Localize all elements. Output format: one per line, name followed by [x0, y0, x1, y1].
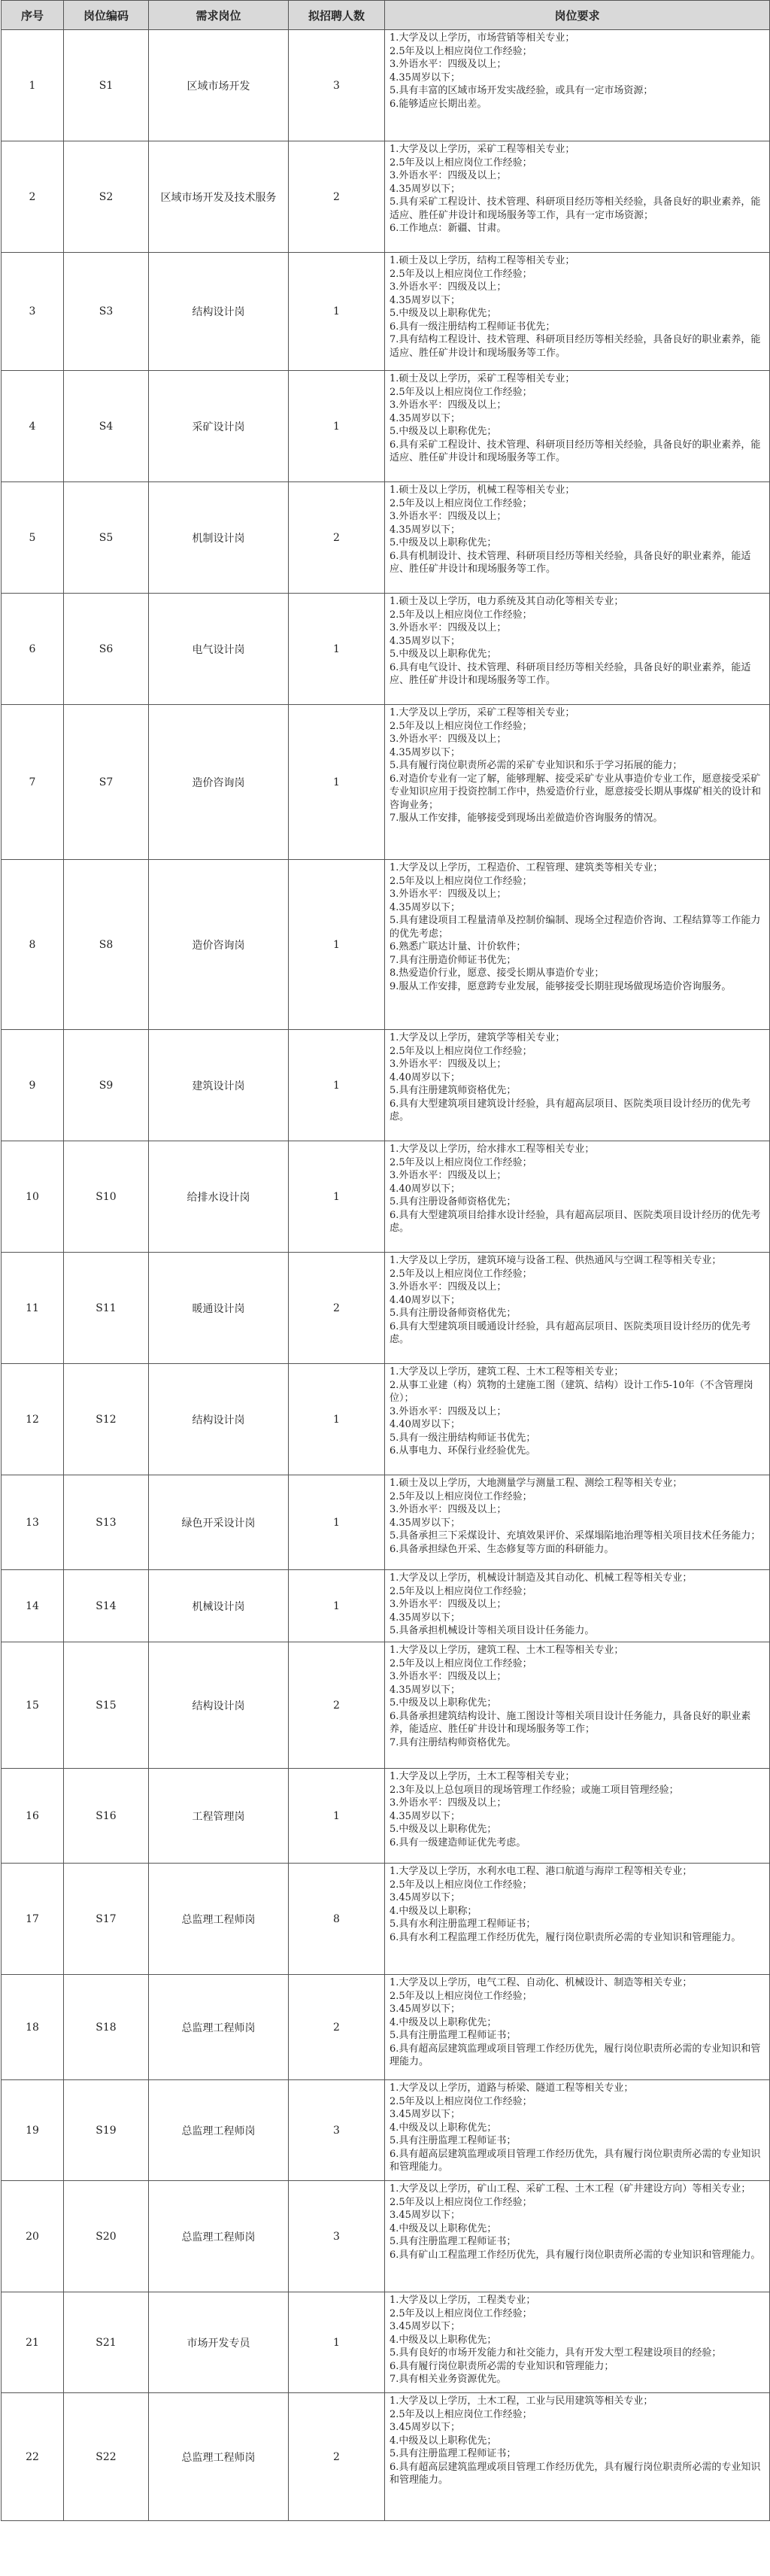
row-code: S18 [64, 1975, 149, 2080]
requirement-line: 3.45周岁以下； [390, 2321, 460, 2332]
row-post: 市场开发专员 [149, 2292, 289, 2393]
requirement-line: 2.5年及以上相应岗位工作经验； [390, 1156, 532, 1168]
row-num: 1 [289, 1364, 385, 1475]
requirement-line: 2.5年及以上相应岗位工作经验； [390, 1268, 532, 1280]
row-requirements [385, 1030, 770, 1141]
row-post: 结构设计岗 [149, 1364, 289, 1475]
requirement-line: 4.35周岁以下； [390, 294, 460, 306]
row-requirements [385, 482, 770, 594]
row-num: 2 [289, 1642, 385, 1769]
table-row [2, 1475, 770, 1570]
row-post: 造价咨询岗 [149, 705, 289, 860]
requirement-line: 6.对造价专业有一定了解，能够理解、接受采矿专业从事造价专业工作，愿意接受采矿专业知识应用于投资控制工作中，热爱造价行业，愿意接受长期从事煤矿相关的设计和咨询业务； [390, 773, 762, 811]
requirement-line: 5.具有履行岗位职责所必需的采矿专业知识和乐于学习拓展的能力； [390, 760, 683, 771]
table-body [2, 30, 770, 2521]
requirement-line: 1.大学及以上学历，工程类专业； [390, 2295, 536, 2306]
requirement-line: 5.中级及以上职称优先； [390, 649, 497, 660]
requirement-line: 5.具有良好的市场开发能力和社交能力，具有开发大型工程建设项目的经验； [390, 2347, 722, 2359]
requirement-line: 4.40周岁以下； [390, 1071, 460, 1083]
requirement-line: 4.35周岁以下； [390, 746, 460, 758]
row-seq: 8 [2, 860, 64, 1030]
requirement-line: 2.5年及以上相应岗位工作经验； [390, 2095, 532, 2107]
table-row [2, 1570, 770, 1642]
requirement-line: 2.5年及以上相应岗位工作经验； [390, 609, 532, 621]
requirement-line: 1.大学及以上学历，建筑环境与设备工程、供热通风与空调工程等相关专业； [390, 1255, 722, 1266]
requirement-line: 6.具有机制设计、技术管理、科研项目经历等相关经验，具备良好的职业素养，能适应、胜任矿井设计和现场服务等工作。 [390, 550, 751, 575]
row-requirements [385, 1975, 770, 2080]
requirement-line: 6.具有一级注册结构工程师证书优先； [390, 320, 556, 333]
requirement-line: 1.大学及以上学历，水利水电工程、港口航道与海岸工程等相关专业； [390, 1866, 693, 1877]
header-dept: 需求岗位 [149, 1, 289, 30]
requirement-line: 5.具有水利注册监理工程师证书； [390, 1918, 536, 1930]
row-num: 2 [289, 141, 385, 253]
requirement-line: 5.具有注册监理工程师证书； [390, 2448, 517, 2459]
row-requirements [385, 371, 770, 482]
table-row [2, 1642, 770, 1769]
row-code: S9 [64, 1030, 149, 1141]
row-code: S10 [64, 1141, 149, 1253]
row-seq: 18 [2, 1975, 64, 2080]
row-seq: 15 [2, 1642, 64, 1769]
requirement-line: 1.大学及以上学历，建筑工程、土木工程等相关专业； [390, 1645, 624, 1656]
row-num: 3 [289, 2181, 385, 2292]
requirement-line: 6.具有超高层建筑监理或项目管理工作经历优先，具有履行岗位职责所必需的专业知识和管理能力。 [390, 2148, 761, 2173]
requirement-line: 3.45周岁以下； [390, 1892, 460, 1903]
requirement-line: 1.大学及以上学历，电气工程、自动化、机械设计、制造等相关专业； [390, 1977, 693, 1988]
requirement-line: 6.能够适应长期出差。 [390, 98, 487, 110]
table-row [2, 1141, 770, 1253]
requirement-line: 6.具有一级建造师证优先考虑。 [390, 1836, 526, 1848]
requirement-line: 2.5年及以上相应岗位工作经验； [390, 45, 532, 57]
requirement-line: 4.中级及以上职称优先； [390, 2016, 497, 2028]
requirement-line: 6.具有超高层建筑监理或项目管理工作经历优先，履行岗位职责所必需的专业知识和管理能力。 [390, 2043, 761, 2067]
row-num: 1 [289, 1769, 385, 1864]
row-code: S16 [64, 1769, 149, 1864]
requirement-line: 1.大学及以上学历，建筑工程、土木工程等相关专业； [390, 1366, 624, 1378]
row-requirements [385, 705, 770, 860]
requirement-line: 2.5年及以上相应岗位工作经验； [390, 156, 532, 169]
row-seq: 10 [2, 1141, 64, 1253]
header-num: 拟招聘人数 [289, 1, 385, 30]
requirement-line: 1.大学及以上学历，采矿工程等相关专业； [390, 707, 575, 718]
row-seq: 4 [2, 371, 64, 482]
requirement-line: 3.外语水平：四级及以上； [390, 1281, 507, 1293]
requirement-line: 5.中级及以上职称优先； [390, 537, 497, 548]
requirement-line: 3.外语水平：四级及以上； [390, 59, 507, 70]
row-code: S3 [64, 253, 149, 371]
row-post: 总监理工程师岗 [149, 1975, 289, 2080]
requirement-line: 4.中级及以上职称； [390, 1905, 477, 1917]
requirement-line: 4.35周岁以下； [390, 412, 460, 424]
row-num: 2 [289, 1975, 385, 2080]
row-post: 区域市场开发及技术服务 [149, 141, 289, 253]
row-post: 给排水设计岗 [149, 1141, 289, 1253]
row-requirements [385, 2393, 770, 2521]
row-code: S22 [64, 2393, 149, 2521]
recruitment-table [1, 0, 770, 2521]
requirement-line: 5.具有采矿工程设计、技术管理、科研项目经历等相关经验，具备良好的职业素养，能适应、胜任矿井设计和现场服务等工作，具有一定市场资源； [390, 196, 761, 221]
row-num: 2 [289, 482, 385, 594]
row-post: 暖通设计岗 [149, 1253, 289, 1364]
row-seq: 22 [2, 2393, 64, 2521]
row-post: 机制设计岗 [149, 482, 289, 594]
row-num: 1 [289, 594, 385, 705]
row-post: 结构设计岗 [149, 253, 289, 371]
requirement-line: 4.35周岁以下； [390, 635, 460, 647]
row-requirements [385, 1141, 770, 1253]
row-post: 工程管理岗 [149, 1769, 289, 1864]
row-requirements [385, 594, 770, 705]
row-num: 1 [289, 1030, 385, 1141]
row-code: S1 [64, 30, 149, 141]
row-requirements [385, 1642, 770, 1769]
row-code: S14 [64, 1570, 149, 1642]
requirement-line: 4.中级及以上职称优先； [390, 2435, 497, 2447]
table-row [2, 253, 770, 371]
row-num: 3 [289, 2080, 385, 2181]
requirement-line: 5.具备承担三下采煤设计、充填效果评价、采煤塌陷地治理等相关项目技术任务能力； [390, 1530, 761, 1542]
requirement-line: 5.具备承担机械设计等相关项目设计任务能力。 [390, 1625, 595, 1636]
requirement-line: 2.5年及以上相应岗位工作经验； [390, 386, 532, 398]
row-code: S11 [64, 1253, 149, 1364]
requirement-line: 4.35周岁以下； [390, 1612, 460, 1624]
requirement-line: 5.具有一级注册结构师证书优先； [390, 1432, 536, 1444]
requirement-line: 1.大学及以上学历，矿山工程、采矿工程、土木工程（矿井建设方向）等相关专业； [390, 2183, 751, 2195]
requirement-line: 5.中级及以上职称优先； [390, 426, 497, 437]
table-row [2, 1769, 770, 1864]
requirement-line: 5.中级及以上职称优先； [390, 1697, 497, 1709]
requirement-line: 4.35周岁以下； [390, 1517, 460, 1529]
row-seq: 6 [2, 594, 64, 705]
requirement-line: 1.大学及以上学历，市场营销等相关专业； [390, 32, 575, 44]
requirement-line: 7.具有相关业务资源优先。 [390, 2374, 507, 2385]
requirement-line: 4.35周岁以下； [390, 1684, 460, 1696]
row-requirements [385, 1475, 770, 1570]
row-post: 造价咨询岗 [149, 860, 289, 1030]
row-code: S17 [64, 1864, 149, 1975]
requirement-line: 5.具有注册设备师资格优先； [390, 1308, 517, 1319]
row-post: 机械设计岗 [149, 1570, 289, 1642]
requirement-line: 6.具有采矿工程设计、技术管理、科研项目经历等相关经验，具备良好的职业素养，能适应、胜任矿井设计和现场服务等工作。 [390, 439, 761, 463]
requirement-line: 1.大学及以上学历，给水排水工程等相关专业； [390, 1144, 595, 1155]
row-num: 8 [289, 1864, 385, 1975]
requirement-line: 5.具有注册监理工程师证书； [390, 2135, 517, 2146]
requirement-line: 3.外语水平：四级及以上； [390, 1170, 507, 1181]
row-post: 区域市场开发 [149, 30, 289, 141]
requirement-line: 6.从事电力、环保行业经验优先。 [390, 1445, 536, 1457]
requirement-line: 5.中级及以上职称优先； [390, 1824, 497, 1835]
table-row [2, 2181, 770, 2292]
row-seq: 1 [2, 30, 64, 141]
row-requirements [385, 860, 770, 1030]
requirement-line: 4.35周岁以下； [390, 1810, 460, 1822]
requirement-line: 6.熟悉广联达计量、计价软件； [390, 941, 526, 952]
requirement-line: 3.外语水平：四级及以上； [390, 1504, 507, 1515]
row-code: S4 [64, 371, 149, 482]
requirement-line: 4.35周岁以下； [390, 71, 460, 84]
table-row [2, 2393, 770, 2521]
row-seq: 3 [2, 253, 64, 371]
row-post: 建筑设计岗 [149, 1030, 289, 1141]
row-code: S13 [64, 1475, 149, 1570]
row-code: S6 [64, 594, 149, 705]
requirement-line: 3.外语水平：四级及以上； [390, 170, 507, 181]
row-seq: 16 [2, 1769, 64, 1864]
requirement-line: 2.5年及以上相应岗位工作经验； [390, 720, 532, 732]
requirement-line: 6.具有超高层建筑监理或项目管理工作经历优先，具有履行岗位职责所必需的专业知识和管理能力。 [390, 2461, 761, 2486]
requirement-line: 5.具有丰富的区域市场开发实战经验，或具有一定市场资源； [390, 85, 653, 96]
requirement-line: 4.中级及以上职称优先； [390, 2334, 497, 2346]
requirement-line: 6.具有电气设计、技术管理、科研项目经历等相关经验，具备良好的职业素养，能适应、胜任矿井设计和现场服务等工作。 [390, 661, 751, 686]
row-requirements [385, 1570, 770, 1642]
row-requirements [385, 1864, 770, 1975]
row-seq: 2 [2, 141, 64, 253]
requirement-line: 4.40周岁以下； [390, 1419, 460, 1430]
requirement-line: 3.外语水平：四级及以上； [390, 889, 507, 900]
requirement-line: 1.硕士及以上学历，机械工程等相关专业； [390, 485, 575, 496]
requirement-line: 1.大学及以上学历，道路与桥梁、隧道工程等相关专业； [390, 2082, 634, 2094]
row-seq: 20 [2, 2181, 64, 2292]
row-post: 绿色开采设计岗 [149, 1475, 289, 1570]
table-row [2, 1975, 770, 2080]
requirement-line: 2.5年及以上相应岗位工作经验； [390, 1490, 532, 1502]
row-code: S12 [64, 1364, 149, 1475]
row-num: 2 [289, 1253, 385, 1364]
requirement-line: 2.5年及以上相应岗位工作经验； [390, 2307, 532, 2319]
row-post: 总监理工程师岗 [149, 2393, 289, 2521]
requirement-line: 6.具有矿山工程监理工作经历优先，具有履行岗位职责所必需的专业知识和管理能力。 [390, 2249, 761, 2261]
requirement-line: 3.外语水平：四级及以上； [390, 1405, 507, 1417]
requirement-line: 3.外语水平：四级及以上； [390, 511, 507, 522]
row-code: S7 [64, 705, 149, 860]
requirement-line: 1.大学及以上学历，机械设计制造及其自动化、机械工程等相关专业； [390, 1572, 693, 1584]
requirement-line: 4.35周岁以下； [390, 524, 460, 536]
row-num: 3 [289, 30, 385, 141]
requirement-line: 2.5年及以上相应岗位工作经验； [390, 2196, 532, 2208]
table-row [2, 2080, 770, 2181]
requirement-line: 7.具有注册结构师资格优先。 [390, 1736, 517, 1748]
table-row [2, 1364, 770, 1475]
row-num: 2 [289, 2393, 385, 2521]
requirement-line: 1.大学及以上学历，采矿工程等相关专业； [390, 144, 575, 155]
row-code: S21 [64, 2292, 149, 2393]
table-row [2, 141, 770, 253]
requirement-line: 1.硕士及以上学历，采矿工程等相关专业； [390, 373, 575, 384]
row-num: 1 [289, 1570, 385, 1642]
row-seq: 11 [2, 1253, 64, 1364]
requirement-line: 1.硕士及以上学历，结构工程等相关专业； [390, 255, 575, 266]
requirement-line: 2.5年及以上相应岗位工作经验； [390, 875, 532, 887]
requirement-line: 4.35周岁以下； [390, 901, 460, 913]
table-row [2, 2292, 770, 2393]
requirement-line: 4.40周岁以下； [390, 1183, 460, 1195]
row-requirements [385, 1364, 770, 1475]
requirement-line: 4.35周岁以下； [390, 183, 460, 195]
requirement-line: 2.5年及以上相应岗位工作经验； [390, 1585, 532, 1597]
row-post: 结构设计岗 [149, 1642, 289, 1769]
requirement-line: 2.5年及以上相应岗位工作经验； [390, 497, 532, 509]
header-seq: 序号 [2, 1, 64, 30]
row-post: 电气设计岗 [149, 594, 289, 705]
row-post: 总监理工程师岗 [149, 2181, 289, 2292]
requirement-line: 6.具有履行岗位职责所必需的专业知识和管理能力； [390, 2360, 614, 2372]
requirement-line: 5.中级及以上职称优先； [390, 308, 497, 319]
requirement-line: 3.45周岁以下； [390, 2210, 460, 2221]
requirement-line: 2.5年及以上相应岗位工作经验； [390, 1045, 532, 1057]
requirement-line: 2.5年及以上相应岗位工作经验； [390, 268, 532, 280]
row-seq: 9 [2, 1030, 64, 1141]
requirement-line: 4.中级及以上职称优先； [390, 2122, 497, 2134]
requirement-line: 3.外语水平：四级及以上； [390, 1797, 507, 1809]
row-seq: 14 [2, 1570, 64, 1642]
table-row [2, 594, 770, 705]
requirement-line: 5.具有注册监理工程师证书； [390, 2030, 517, 2041]
table-row [2, 371, 770, 482]
requirement-line: 6.具备承担绿色开采、生态修复等方面的科研能力。 [390, 1543, 614, 1555]
row-post: 总监理工程师岗 [149, 2080, 289, 2181]
table-row [2, 1864, 770, 1975]
row-seq: 13 [2, 1475, 64, 1570]
row-seq: 5 [2, 482, 64, 594]
requirement-line: 6.工作地点：新疆、甘肃。 [390, 223, 507, 234]
row-requirements [385, 30, 770, 141]
requirement-line: 6.具有水利工程监理工作经历优先，履行岗位职责所必需的专业知识和管理能力。 [390, 1931, 741, 1943]
row-requirements [385, 1253, 770, 1364]
header-code: 岗位编码 [64, 1, 149, 30]
requirement-line: 6.具有大型建筑项目暖通设计经验，具有超高层项目、医院类项目设计经历的优先考虑。 [390, 1320, 751, 1345]
requirement-line: 2.5年及以上相应岗位工作经验； [390, 2408, 532, 2420]
header-req: 岗位要求 [385, 1, 770, 30]
requirement-line: 6.具有大型建筑项目建筑设计经验，具有超高层项目、医院类项目设计经历的优先考虑。 [390, 1098, 751, 1122]
row-seq: 12 [2, 1364, 64, 1475]
row-num: 1 [289, 253, 385, 371]
requirement-line: 2.3年及以上总包项目的现场管理工作经验；或施工项目管理经验； [390, 1784, 679, 1796]
requirement-line: 1.大学及以上学历，土木工程，工业与民用建筑等相关专业； [390, 2395, 653, 2407]
row-requirements [385, 141, 770, 253]
row-requirements [385, 2292, 770, 2393]
table-row [2, 705, 770, 860]
requirement-line: 5.具有注册建筑师资格优先； [390, 1085, 517, 1096]
requirement-line: 3.外语水平：四级及以上； [390, 1599, 507, 1610]
row-requirements [385, 2181, 770, 2292]
table-row [2, 1030, 770, 1141]
requirement-line: 5.具有建设项目工程量清单及控制价编制、现场全过程造价咨询、工程结算等工作能力的优先考虑； [390, 915, 761, 940]
requirement-line: 3.外语水平：四级及以上； [390, 281, 507, 293]
row-num: 1 [289, 371, 385, 482]
row-code: S20 [64, 2181, 149, 2292]
row-seq: 7 [2, 705, 64, 860]
row-num: 1 [289, 2292, 385, 2393]
requirement-line: 2.5年及以上相应岗位工作经验； [390, 1657, 532, 1669]
table-row [2, 482, 770, 594]
row-post: 总监理工程师岗 [149, 1864, 289, 1975]
requirement-line: 4.中级及以上职称优先； [390, 2222, 497, 2234]
requirement-line: 3.外语水平：四级及以上； [390, 399, 507, 411]
requirement-line: 2.5年及以上相应岗位工作经验； [390, 1879, 532, 1891]
row-num: 1 [289, 705, 385, 860]
row-code: S5 [64, 482, 149, 594]
row-post: 采矿设计岗 [149, 371, 289, 482]
row-num: 1 [289, 860, 385, 1030]
row-code: S8 [64, 860, 149, 1030]
requirement-line: 7.具有结构工程设计、技术管理、科研项目经历等相关经验，具备良好的职业素养，能适应、胜任矿井设计和现场服务等工作。 [390, 334, 761, 359]
requirement-line: 3.外语水平：四级及以上； [390, 1671, 507, 1682]
requirement-line: 5.具有注册设备师资格优先； [390, 1196, 517, 1208]
row-requirements [385, 1769, 770, 1864]
requirement-line: 6.具备承担建筑结构设计、施工图设计等相关项目设计任务能力，具备良好的职业素养，能适应、胜任矿井设计和现场服务等工作； [390, 1710, 751, 1735]
row-code: S2 [64, 141, 149, 253]
requirement-line: 3.45周岁以下； [390, 2422, 460, 2433]
row-seq: 19 [2, 2080, 64, 2181]
row-seq: 17 [2, 1864, 64, 1975]
row-num: 1 [289, 1475, 385, 1570]
header-row [2, 1, 770, 30]
requirement-line: 2.5年及以上相应岗位工作经验； [390, 1990, 532, 2002]
requirement-line: 2.从事工业建（构）筑物的土建施工图（建筑、结构）设计工作5-10年（不含管理岗位）； [390, 1379, 753, 1404]
table-row [2, 860, 770, 1030]
row-code: S15 [64, 1642, 149, 1769]
requirement-line: 3.外语水平：四级及以上； [390, 734, 507, 745]
row-num: 1 [289, 1141, 385, 1253]
requirement-line: 3.45周岁以下； [390, 2003, 460, 2015]
row-requirements [385, 2080, 770, 2181]
requirement-line: 7.具有注册造价师证书优先； [390, 954, 517, 966]
row-seq: 21 [2, 2292, 64, 2393]
requirement-line: 3.外语水平：四级及以上； [390, 622, 507, 633]
requirement-line: 5.具有注册监理工程师证书； [390, 2236, 517, 2247]
requirement-line: 3.45周岁以下； [390, 2109, 460, 2120]
row-requirements [385, 253, 770, 371]
requirement-line: 1.硕士及以上学历，电力系统及其自动化等相关专业； [390, 596, 624, 607]
requirement-line: 1.大学及以上学历，土木工程等相关专业； [390, 1771, 575, 1782]
requirement-line: 7.服从工作安排，能够接受到现场出差做造价咨询服务的情况。 [390, 813, 663, 824]
requirement-line: 6.具有大型建筑项目给排水设计经验，具有超高层项目、医院类项目设计经历的优先考虑。 [390, 1209, 761, 1234]
row-code: S19 [64, 2080, 149, 2181]
table-row [2, 30, 770, 141]
requirement-line: 1.大学及以上学历，工程造价、工程管理、建筑类等相关专业； [390, 862, 663, 873]
table-row [2, 1253, 770, 1364]
requirement-line: 4.40周岁以下； [390, 1294, 460, 1306]
requirement-line: 9.服从工作安排，愿意跨专业发展，能够接受长期驻现场做现场造价咨询服务。 [390, 980, 732, 992]
requirement-line: 3.外语水平：四级及以上； [390, 1059, 507, 1070]
requirement-line: 1.大学及以上学历，建筑学等相关专业； [390, 1032, 565, 1043]
requirement-line: 8.热爱造价行业，愿意、接受长期从事造价专业； [390, 968, 605, 979]
requirement-line: 1.硕士及以上学历，大地测量学与测量工程、测绘工程等相关专业； [390, 1478, 683, 1489]
